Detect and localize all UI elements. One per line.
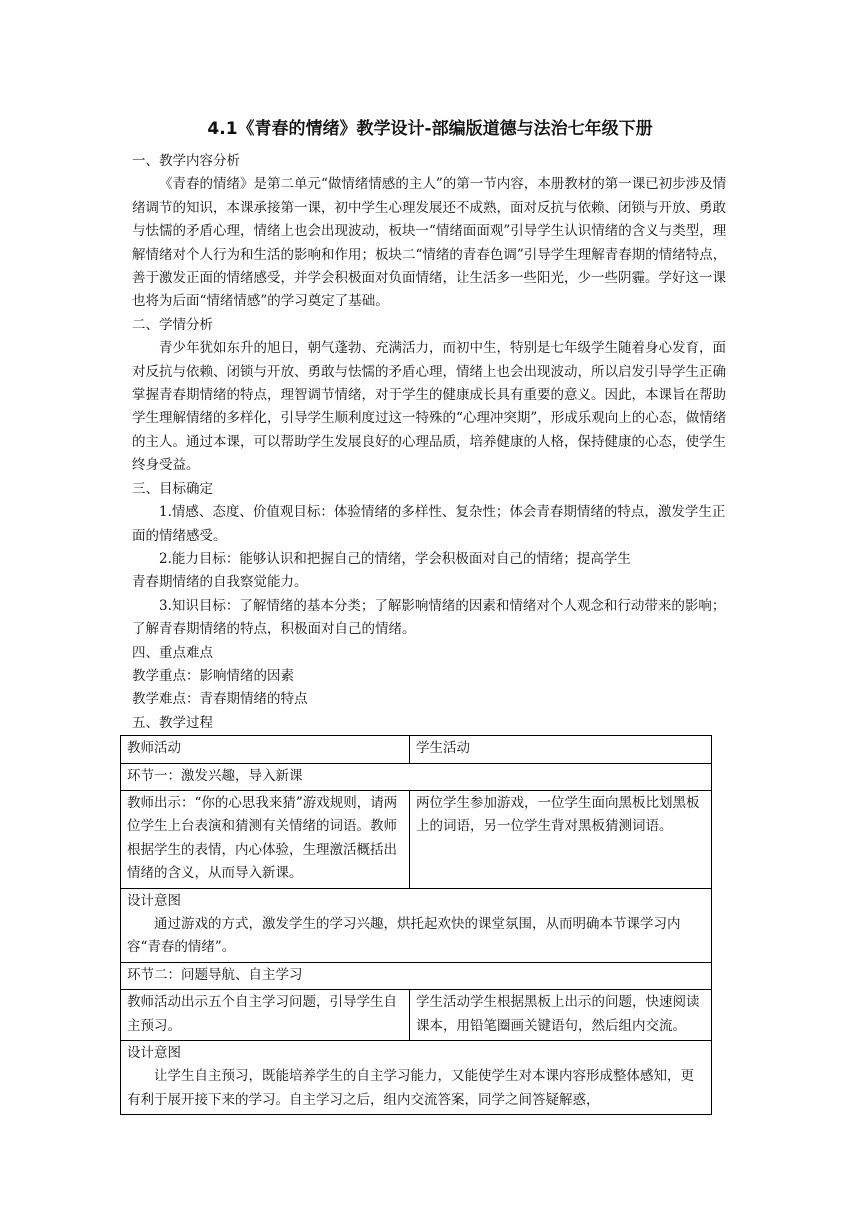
stage2-intent-cell [121,1041,712,1115]
objective-ability-line1: 2.能力目标：能够认识和把握自己的情绪，学会积极面对自己的情绪；提高学生 [159,550,631,567]
key-point: 教学重点：影响情绪的因素 [132,667,294,684]
stage1-student-cell: 两位学生参加游戏，一位学生面向黑板比划黑板上的词语，另一位学生背对黑板猜测词语。 [410,790,712,888]
section-heading-objectives: 三、目标确定 [132,480,213,497]
stage2-teacher-cell: 教师活动出示五个自主学习问题，引导学生自主预习。 [121,990,410,1041]
intent-row [121,888,712,962]
intent-text: 让学生自主预习，既能培养学生的自主学习能力，又能使学生对本课内容形成整体感知，更有利于展开接下来的学习。自主学习之后，组内交流答案，同学之间答疑解惑， [127,1068,694,1108]
intent-text: 通过游戏的方式，激发学生的学习兴趣，烘托起欢快的课堂氛围，从而明确本节课学习内容“青春的情绪”。 [127,916,681,956]
table-header-row [121,736,712,763]
section-heading-process: 五、教学过程 [132,714,213,731]
difficult-point: 教学难点：青春期情绪的特点 [132,691,308,708]
intent-label: 设计意图 [127,1045,181,1062]
table-row [121,990,712,1041]
table-row [121,790,712,888]
stage2-student-cell: 学生活动学生根据黑板上出示的问题，快速阅读课本，用铅笔圈画关键语句，然后组内交流。 [410,990,712,1041]
stage1-teacher-cell: 教师出示：“你的心思我来猜”游戏规则，请两位学生上台表演和猜测有关情绪的词语。教师根据学生的表情，内心体验，生理激活概括出情绪的含义，从而导入新课。 [121,790,410,888]
objective-emotion: 1.情感、态度、价值观目标：体验情绪的多样性、复杂性；体会青春期情绪的特点，激发学生正面的情绪感受。 [132,504,726,544]
objective-knowledge: 3.知识目标：了解情绪的基本分类；了解影响情绪的因素和情绪对个人观念和行动带来的影响；了解青春期情绪的特点，积极面对自己的情绪。 [132,597,726,638]
document-body [127,150,732,1115]
stage2-title: 环节二：问题导航、自主学习 [121,962,712,989]
stage-row [121,763,712,790]
stage-row [121,962,712,989]
header-student-activity: 学生活动 [410,736,712,763]
content-analysis-text: 《青春的情绪》是第二单元“做情绪情感的主人”的第一节内容，本册教材的第一课已初步涉及情绪调节的知识，本课承接第一课，初中学生心理发展还不成熟，面对反抗与依赖、闭锁与开放、勇敢与怯懦的矛盾心理，情绪上也会出现波动，板块一“情绪面面观”引导学生认识情绪的含义与类型，理解情绪对个人行为和生活的影响和作用；板块二“情绪的青春色调”引导学生理解青春期的情绪特点，善于激发正面的情绪感受，并学会积极面对负面情绪，让生活多一些阳光，少一些阴霾。学好这一课也将为后面“情绪情感”的学习奠定了基础。 [132,176,727,310]
stage1-intent-cell [121,888,712,962]
learner-analysis-text: 青少年犹如东升的旭日，朝气蓬勃、充满活力，而初中生，特别是七年级学生随着身心发育，面对反抗与依赖、闭锁与开放、勇敢与怯懦的矛盾心理，情绪上也会出现波动，所以启发引导学生正确掌握青春期情绪的特点，理智调节情绪，对于学生的健康成长具有重要的意义。因此，本课旨在帮助学生理解情绪的多样化，引导学生顺利度过这一特殊的“心理冲突期”，形成乐观向上的心态，做情绪的主人。通过本课，可以帮助学生发展良好的心理品质，培养健康的人格，保持健康的心态，使学生终身受益。 [132,340,727,474]
section-heading-content-analysis: 一、教学内容分析 [132,153,240,169]
intent-label: 设计意图 [127,892,181,909]
header-teacher-activity: 教师活动 [121,736,410,763]
section-heading-key-points: 四、重点难点 [132,644,213,661]
stage1-title: 环节一：激发兴趣，导入新课 [121,763,712,790]
intent-row [121,1041,712,1115]
section-heading-learner-analysis: 二、学情分析 [132,316,213,333]
objective-ability-line2: 青春期情绪的自我察觉能力。 [132,574,308,591]
document-title: 4.1《青春的情绪》教学设计-部编版道德与法治七年级下册 [207,119,653,139]
teaching-process-table [120,735,712,1115]
